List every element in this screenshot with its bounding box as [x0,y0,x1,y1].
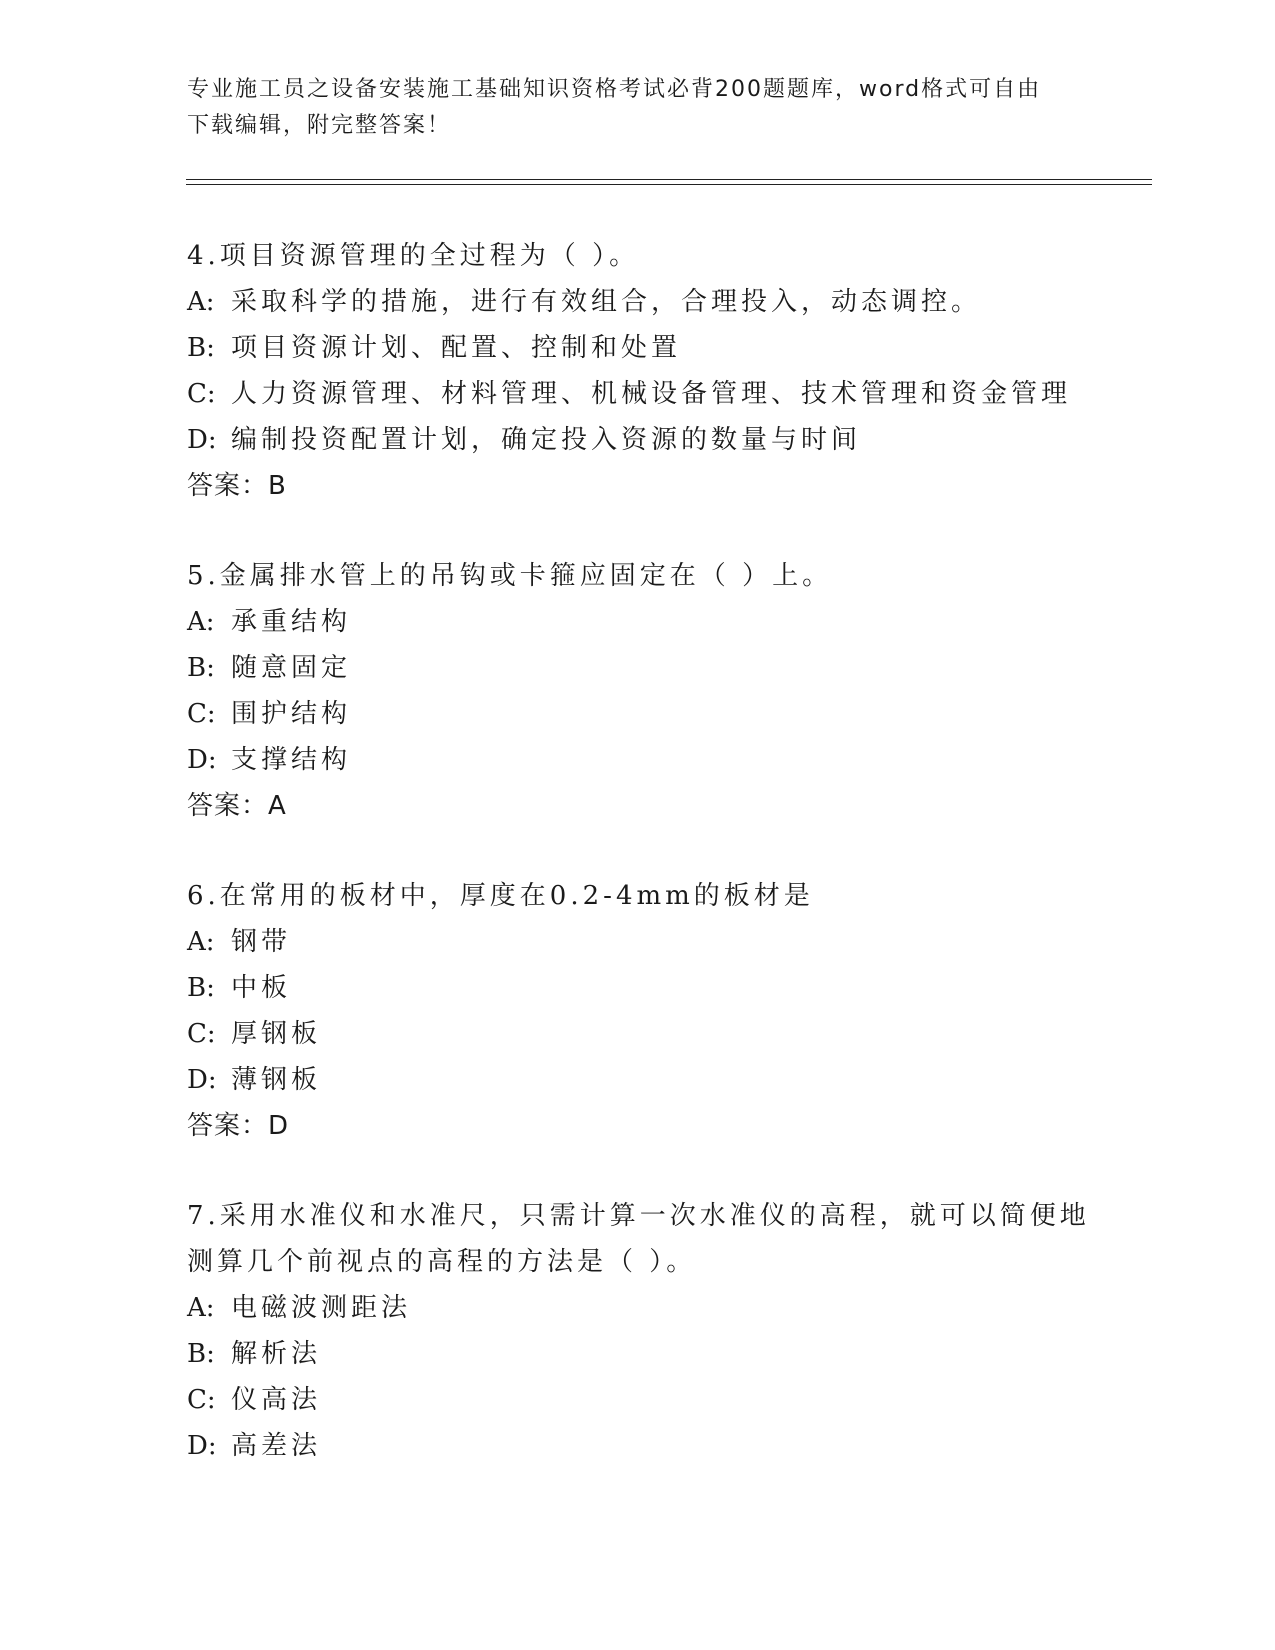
option-letter: C: [187,1019,216,1049]
option-letter: C: [187,699,216,729]
option-letter: D: [187,1065,217,1095]
option-letter: B: [187,1339,215,1369]
option-c [187,1377,1087,1423]
question-title-line-2: 测算几个前视点的高程的方法是（ ）。 [187,1247,697,1277]
option-text: 人力资源管理、材料管理、机械设备管理、技术管理和资金管理 [231,379,1072,409]
option-letter: C: [187,1385,216,1415]
option-d [187,1057,1087,1103]
option-b [187,325,1087,371]
option-letter: B: [187,333,215,363]
question-title: 4.项目资源管理的全过程为（ ）。 [187,241,640,271]
option-text: 随意固定 [231,653,352,683]
header-divider-top [186,179,1152,180]
option-a [187,279,1087,325]
option-a [187,599,1087,645]
option-text: 厚钢板 [231,1019,322,1049]
question-4 [187,233,1087,509]
option-letter: D: [187,745,217,775]
option-letter: D: [187,425,217,455]
option-b [187,1331,1087,1377]
option-letter: A: [187,927,215,957]
option-d [187,737,1087,783]
option-text: 解析法 [231,1339,322,1369]
option-letter: A: [187,287,215,317]
option-text: 高差法 [231,1431,322,1461]
option-d [187,417,1087,463]
option-letter: D: [187,1431,217,1461]
option-text: 支撑结构 [231,745,352,775]
option-c [187,691,1087,737]
option-text: 项目资源计划、配置、控制和处置 [231,333,682,363]
question-7 [187,1193,1090,1469]
option-letter: A: [187,1293,215,1323]
option-text: 围护结构 [231,699,352,729]
option-text: 承重结构 [231,607,352,637]
option-c [187,371,1087,417]
option-text: 薄钢板 [231,1065,322,1095]
option-text: 采取科学的措施，进行有效组合，合理投入，动态调控。 [231,287,982,317]
header-line-1: 专业施工员之设备安装施工基础知识资格考试必背200题题库，word格式可自由 [187,77,1042,102]
document-header [187,72,1067,144]
answer-line: 答案：D [187,1111,290,1141]
option-text: 中板 [231,973,292,1003]
option-text: 编制投资配置计划，确定投入资源的数量与时间 [231,425,862,455]
answer-line: 答案：A [187,791,287,821]
option-text: 仪高法 [231,1385,322,1415]
option-letter: B: [187,973,215,1003]
option-letter: B: [187,653,215,683]
option-d [187,1423,1087,1469]
header-line-2: 下载编辑，附完整答案！ [187,113,452,138]
answer-line: 答案：B [187,471,287,501]
option-b [187,645,1087,691]
header-divider-bottom [186,184,1152,185]
option-a [187,1285,1087,1331]
option-text: 电磁波测距法 [231,1293,412,1323]
question-title: 5.金属排水管上的吊钩或卡箍应固定在（ ）上。 [187,561,833,591]
question-title: 6.在常用的板材中，厚度在0.2-4mm的板材是 [187,881,814,911]
question-5 [187,553,1087,829]
question-6 [187,873,1087,1149]
question-title-line-1: 7.采用水准仪和水准尺，只需计算一次水准仪的高程，就可以简便地 [187,1201,1090,1231]
option-b [187,965,1087,1011]
option-a [187,919,1087,965]
option-text: 钢带 [231,927,292,957]
option-c [187,1011,1087,1057]
option-letter: C: [187,379,216,409]
option-letter: A: [187,607,215,637]
